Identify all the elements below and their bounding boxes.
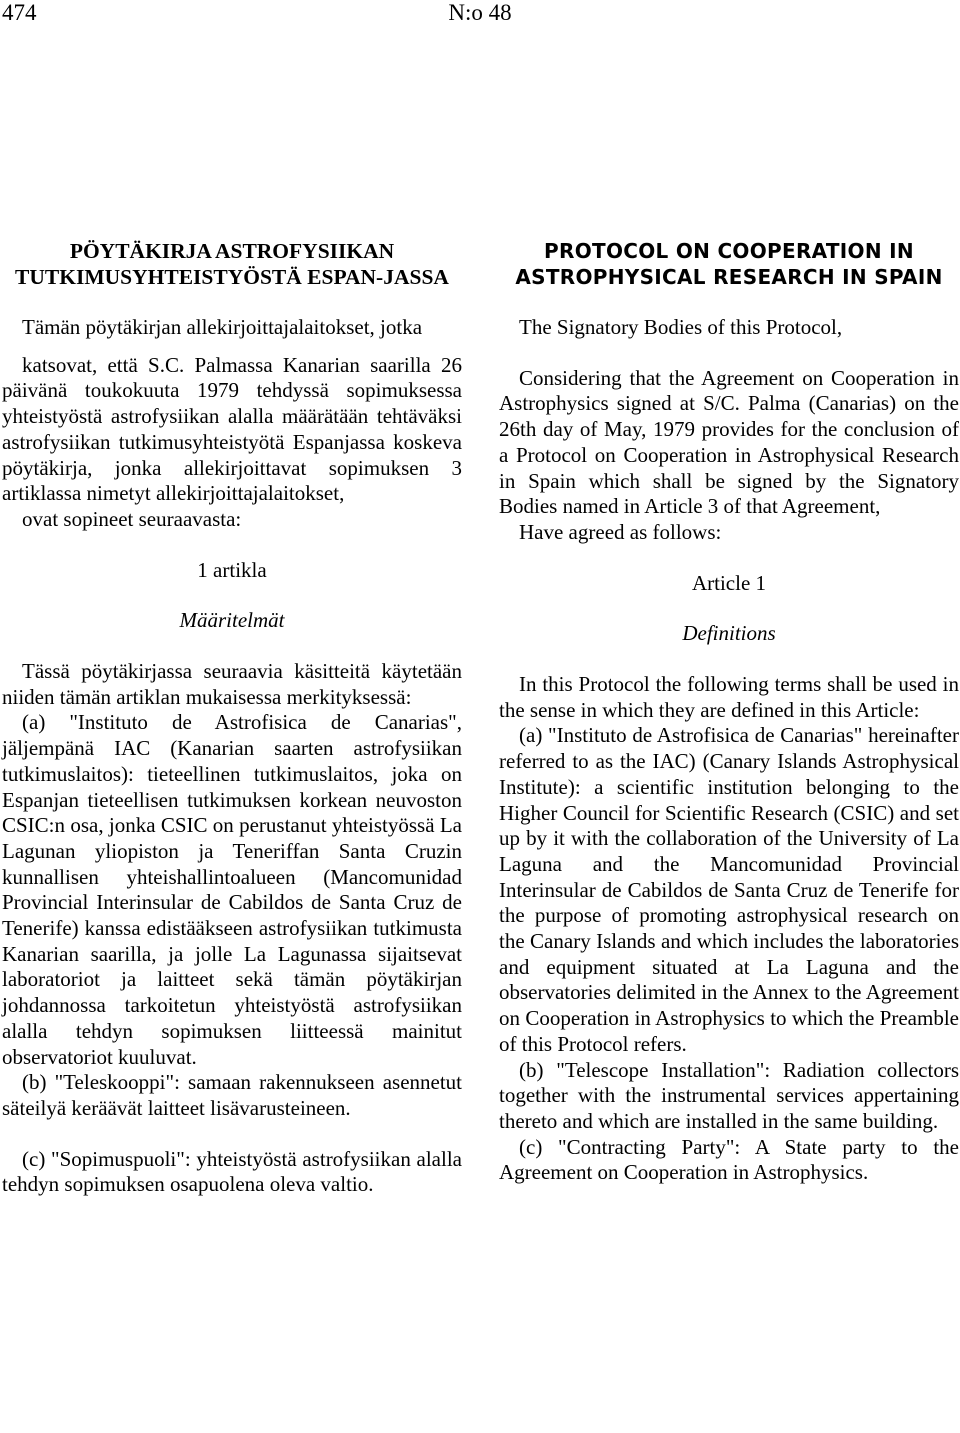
finnish-preamble-considering: katsovat, että S.C. Palmassa Kanarian saarilla 26 päivänä toukokuuta 1979 tehdyssä sopimuksessa yhteistyöstä astrofysiikan alalla määrätään tehtäväksi astrofysiikan tutkimusyhteistyötä Espanjassa koskeva pöytäkirja, jonka allekirjoittavat sopimuksen 3 artiklassa nimetyt allekirjoittajalaitokset, xyxy=(2,352,462,506)
finnish-article-title: Määritelmät xyxy=(179,608,285,633)
english-definition-a: (a) "Instituto de Astrofisica de Canarias" hereinafter referred to as the IAC) (Canary Islands Astrophysical Institute): a scientific institution belonging to the Higher Council for Scientific Research (CSIC) and set up by it with the collaboration of the University of La Laguna and the Mancomunidad Provincial Interinsular de Cabildos de Santa Cruz de Tenerife for the purpose of promoting astrophysical research on the Canary Islands and which includes the laboratories and equipment situated at La Laguna and the observatories delimited in the Annex to the Agreement on Cooperation in Astrophysics to which the Preamble of this Protocol refers. xyxy=(499,723,959,1056)
english-preamble-agreed: Have agreed as follows: xyxy=(519,519,722,544)
english-definition-b: (b) "Telescope Installation": Radiation collectors together with the instrumental services appertaining thereto and which are installed in the same building. xyxy=(499,1057,959,1133)
finnish-definition-b: (b) "Teleskooppi": samaan rakennukseen asennetut säteilyä keräävät laitteet lisävarusteineen. xyxy=(2,1070,462,1120)
english-title: PROTOCOL ON COOPERATION IN ASTROPHYSICAL RESEARCH IN SPAIN xyxy=(515,239,943,289)
english-preamble-intro: The Signatory Bodies of this Protocol, xyxy=(519,315,843,339)
english-article-heading: Article 1 xyxy=(691,570,767,595)
english-definitions-intro: In this Protocol the following terms shall be used in the sense in which they are defined in this Article: xyxy=(499,672,959,722)
english-preamble-considering: Considering that the Agreement on Cooperation in Astrophysics signed at S/C. Palma (Canarias) on the 26th day of May, 1979 provides for the conclusion of a Protocol on Cooperation in Astrophysical Research in Spain which shall be signed by the Signatory Bodies named in Article 3 of that Agreement, xyxy=(499,365,959,519)
finnish-definitions-intro: Tässä pöytäkirjassa seuraavia käsitteitä käytetään niiden tämän artiklan mukaisessa merkityksessä: xyxy=(2,659,462,709)
finnish-article-heading: 1 artikla xyxy=(197,557,267,582)
finnish-title: PÖYTÄKIRJA ASTROFYSIIKAN TUTKIMUSYHTEISTYÖSTÄ ESPAN-JASSA xyxy=(15,239,449,289)
english-column xyxy=(499,238,959,1186)
page-number: 474 xyxy=(2,0,37,25)
english-article-title: Definitions xyxy=(682,621,776,646)
finnish-definition-c: (c) "Sopimuspuoli": yhteistyöstä astrofysiikan alalla tehdyn sopimuksen osapuolena oleva valtio. xyxy=(2,1146,462,1197)
english-definition-c: (c) "Contracting Party": A State party to the Agreement on Cooperation in Astrophysics. xyxy=(499,1134,959,1185)
finnish-column xyxy=(2,238,462,1198)
finnish-definition-a: (a) "Instituto de Astrofisica de Canarias", jäljempänä IAC (Kanarian saarten astrofysiikan tutkimuslaitos): tieteellinen tutkimuslaitos, joka on Espanjan tieteellisen tutkimuksen korkean neuvoston CSIC:n osa, jonka CSIC on perustanut yhteistyössä La Lagunan yliopiston ja Teneriffan Santa Cruzin kunnallisen yhteishallintoalueen (Mancomunidad Provincial Interinsular de Cabildos de Santa Cruz de Tenerife) kanssa edistääkseen astrofysiikan tutkimusta Kanarian saarilla, ja jolle La Lagunassa sijaitsevat laboratoriot ja laitteet sekä tämän pöytäkirjan johdannossa tarkoitetun yhteistyöstä astrofysiikan alalla tehdyn sopimuksen liitteessä mainitut observatoriot kuuluvat. xyxy=(2,710,462,1069)
issue-number: N:o 48 xyxy=(448,0,512,25)
finnish-preamble-agreed: ovat sopineet seuraavasta: xyxy=(22,506,242,531)
finnish-preamble-intro: Tämän pöytäkirjan allekirjoittajalaitokset, jotka xyxy=(22,315,423,339)
